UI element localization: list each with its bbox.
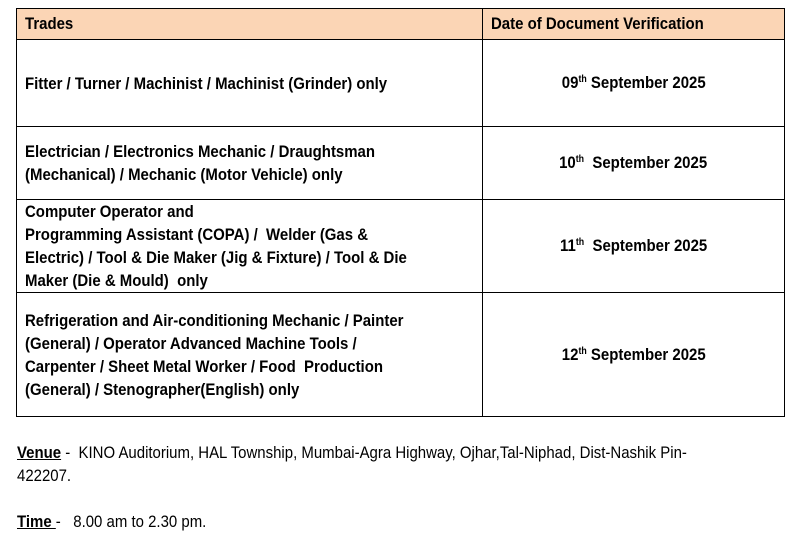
trade-line: (Mechanical) / Mechanic (Motor Vehicle) only bbox=[25, 165, 343, 184]
trade-line: Electrician / Electronics Mechanic / Draughtsman bbox=[25, 142, 376, 161]
verification-date: 11th September 2025 bbox=[559, 236, 708, 255]
trade-line: Electric) / Tool & Die Maker (Jig & Fixture) / Tool & Die bbox=[25, 248, 407, 267]
trade-line: Refrigeration and Air-conditioning Mechanic / Painter bbox=[25, 310, 404, 330]
table-header-row bbox=[17, 9, 785, 40]
verification-schedule-table bbox=[16, 8, 785, 417]
header-trades: Trades bbox=[17, 9, 483, 40]
trade-line: (General) / Operator Advanced Machine Tools / bbox=[25, 333, 357, 353]
trade-line: Maker (Die & Mould) only bbox=[25, 271, 208, 290]
verification-date: 10th September 2025 bbox=[559, 153, 708, 172]
trade-line: Carpenter / Sheet Metal Worker / Food Production bbox=[25, 356, 383, 376]
verification-date: 09th September 2025 bbox=[561, 73, 706, 92]
table-row bbox=[17, 40, 785, 127]
table-row bbox=[17, 127, 785, 200]
trade-cell bbox=[17, 293, 483, 417]
trade-cell bbox=[17, 40, 483, 127]
date-cell bbox=[483, 200, 785, 293]
trade-line: Fitter / Turner / Machinist / Machinist (Grinder) only bbox=[25, 73, 388, 93]
venue-pin: 422207. bbox=[17, 466, 72, 485]
time-paragraph: Time - 8.00 am to 2.30 pm. bbox=[17, 512, 207, 531]
time-label: Time bbox=[17, 512, 56, 531]
table-row bbox=[17, 293, 785, 417]
time-value: 8.00 am to 2.30 pm. bbox=[73, 512, 207, 531]
table-row bbox=[17, 200, 785, 293]
venue-address: KINO Auditorium, HAL Township, Mumbai-Agra Highway, Ojhar,Tal-Niphad, Dist-Nashik Pin- bbox=[78, 443, 687, 462]
venue-label: Venue bbox=[17, 443, 62, 462]
date-cell bbox=[483, 40, 785, 127]
verification-date: 12th September 2025 bbox=[561, 344, 706, 364]
trade-cell bbox=[17, 127, 483, 200]
trade-cell bbox=[17, 200, 483, 293]
trade-line: Computer Operator and bbox=[25, 202, 194, 221]
date-cell bbox=[483, 293, 785, 417]
header-date: Date of Document Verification bbox=[483, 9, 785, 40]
date-cell bbox=[483, 127, 785, 200]
trade-line: (General) / Stenographer(English) only bbox=[25, 379, 300, 399]
trade-line: Programming Assistant (COPA) / Welder (Gas & bbox=[25, 225, 369, 244]
venue-paragraph: Venue - KINO Auditorium, HAL Township, Mumbai-Agra Highway, Ojhar,Tal-Niphad, Dist-Nashik Pin- 422207. bbox=[17, 443, 687, 485]
